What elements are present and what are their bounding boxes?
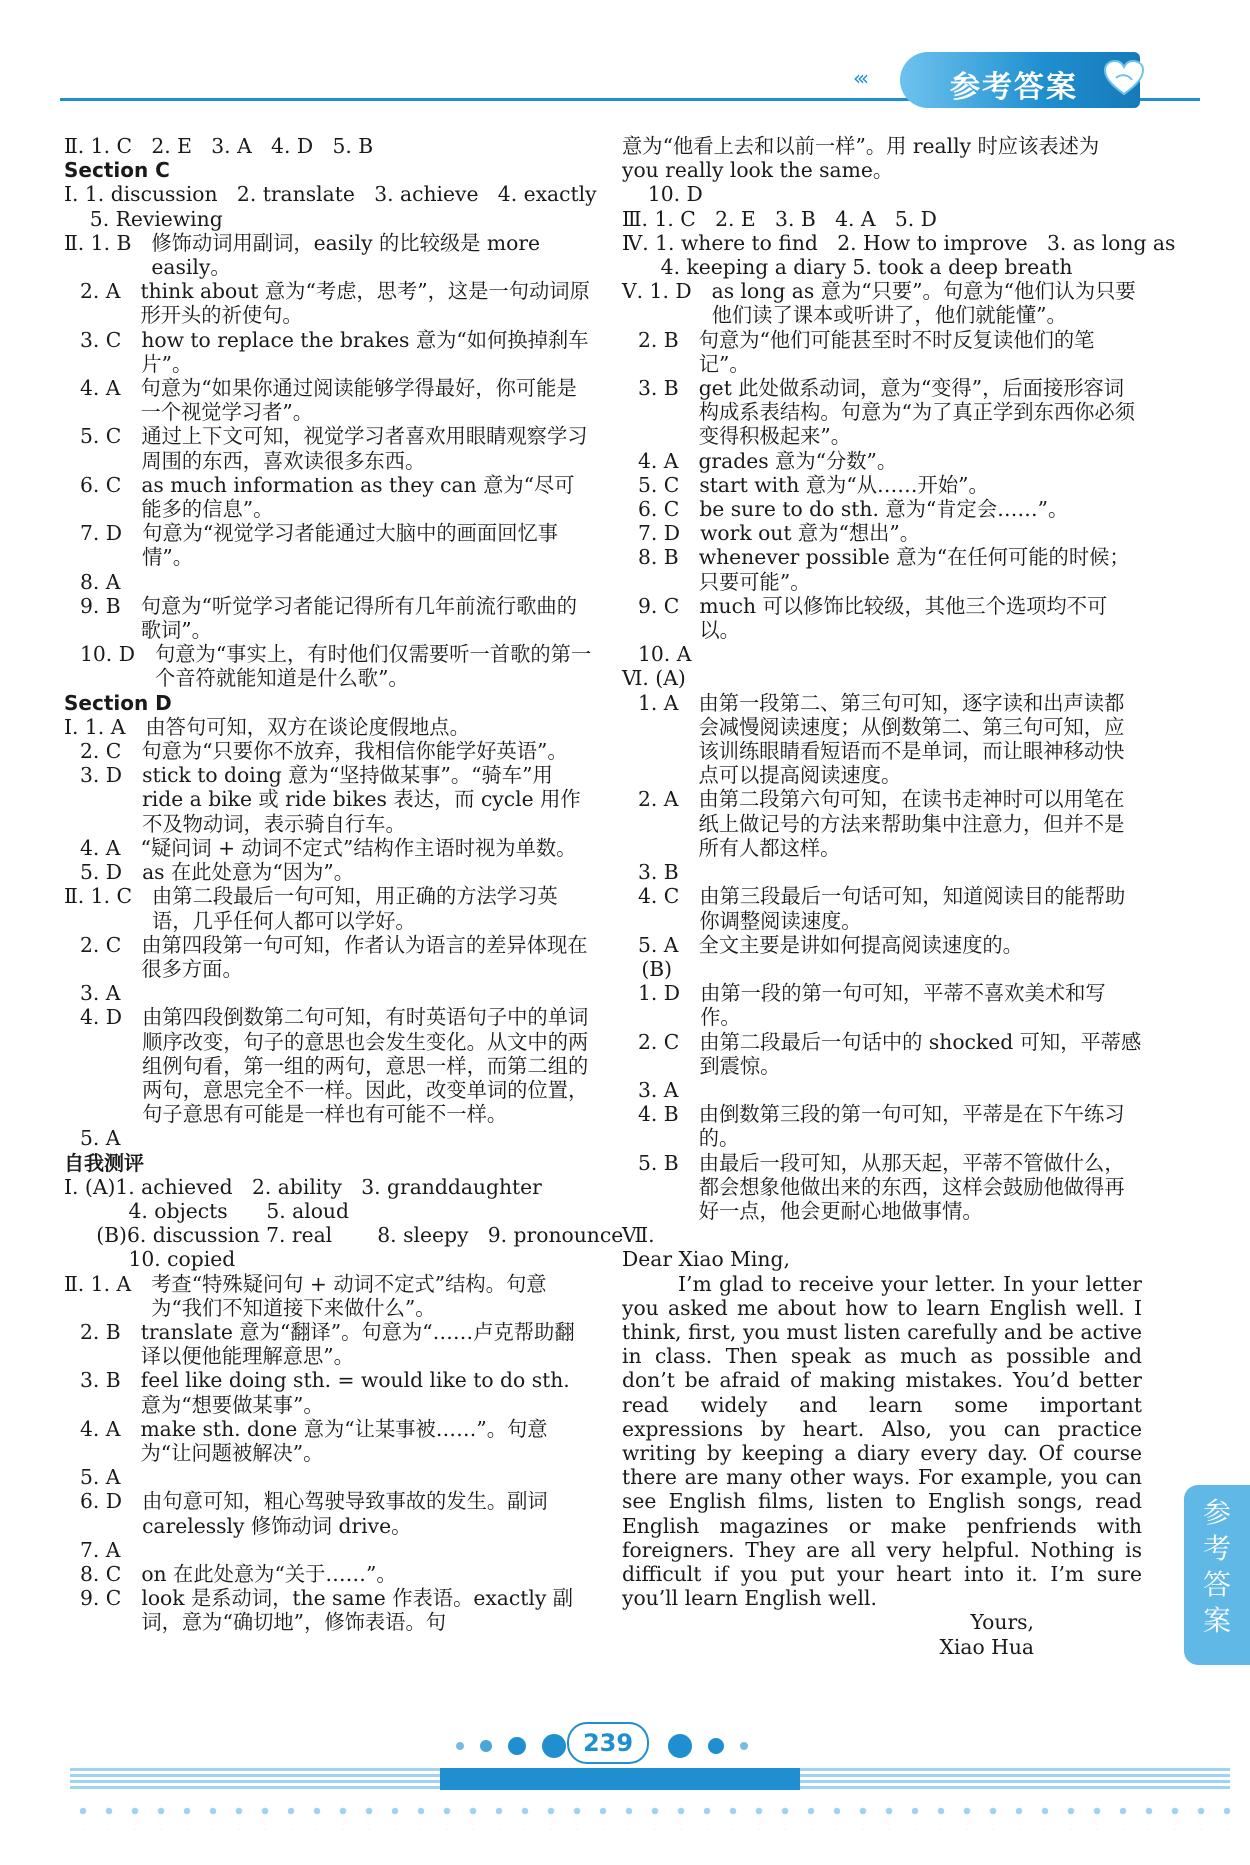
answer-item <box>64 1368 594 1416</box>
answer-item <box>622 279 1142 327</box>
side-tab-char: 案 <box>1202 1604 1231 1637</box>
answer-number: 5. A <box>80 1126 121 1151</box>
answer-number: 5. D <box>80 860 123 885</box>
answer-explanation: translate 意为“翻译”。句意为“……卢克帮助翻译以便他能理解意思”。 <box>140 1319 575 1369</box>
answer-explanation <box>120 1538 594 1562</box>
answer-item <box>622 1102 1142 1150</box>
answer-explanation: as 在此处意为“因为”。 <box>142 860 354 885</box>
answer-number: 1. D <box>638 981 681 1006</box>
answer-number: 4. D <box>80 1005 123 1030</box>
footer-band-accent <box>440 1768 800 1790</box>
answer-number: 2. A <box>638 787 679 812</box>
answer-number: 3. C <box>80 327 122 352</box>
answer-number: 2. B <box>638 327 679 352</box>
answer-explanation: much 可以修饰比较级，其他三个选项均不可以。 <box>699 593 1108 643</box>
answer-item <box>622 449 1142 473</box>
answer-item <box>64 884 594 932</box>
answer-explanation: 句意为“他们可能甚至时不时反复读他们的笔记”。 <box>698 327 1095 376</box>
answer-number: 2. C <box>80 739 122 764</box>
answer-item <box>64 1562 594 1586</box>
answer-explanation: 由第二段最后一句可知，用正确的方法学习英语，几乎任何人都可以学好。 <box>152 884 558 933</box>
answer-line: Ⅰ. 1. discussion 2. translate 3. achieve 4. exactly <box>64 182 597 207</box>
answer-item <box>622 787 1142 860</box>
answer-item <box>64 836 594 860</box>
answer-explanation <box>120 981 594 1005</box>
answer-number: 8. B <box>638 545 679 570</box>
answer-number: 7. D <box>638 521 681 546</box>
answer-number: 8. C <box>80 1561 122 1586</box>
answer-line: Ⅶ. <box>622 1223 655 1248</box>
answer-explanation: feel like doing sth. = would like to do sth. 意为“想要做某事”。 <box>140 1368 570 1417</box>
answer-line: 10. copied <box>64 1247 236 1272</box>
letter-signoff: Xiao Hua <box>939 1634 1034 1659</box>
answer-number: 2. B <box>80 1319 121 1344</box>
answer-explanation: 由第一段的第一句可知，平蒂不喜欢美术和写作。 <box>700 981 1106 1030</box>
answer-number: Ⅱ. 1. A <box>64 1271 132 1296</box>
answer-explanation: 全文主要是讲如何提高阅读速度的。 <box>698 932 1023 957</box>
answer-explanation: 由倒数第三段的第一句可知，平蒂是在下午练习的。 <box>698 1102 1125 1151</box>
answer-explanation: 由答句可知，双方在谈论度假地点。 <box>145 714 470 739</box>
side-tab <box>1184 1485 1250 1665</box>
section-heading: Section C <box>64 158 170 183</box>
answer-item <box>64 1272 594 1320</box>
answer-explanation: whenever possible 意为“在任何可能的时候；只要可能”。 <box>698 545 1130 594</box>
section-heading: Section D <box>64 690 172 715</box>
answer-explanation: 句意为“事实上，有时他们仅需要听一首歌的第一个音符就能知道是什么歌”。 <box>154 642 592 691</box>
answer-item <box>622 1078 1142 1102</box>
answer-number: Ⅱ. 1. C <box>64 884 132 909</box>
answer-explanation <box>120 1126 594 1150</box>
answer-item <box>64 1005 594 1126</box>
answer-explanation: 通过上下文可知，视觉学习者喜欢用眼睛观察学习周围的东西，喜欢读很多东西。 <box>141 424 588 473</box>
answer-explanation: work out 意为“想出”。 <box>700 521 921 546</box>
footer-dots-right <box>660 1734 756 1758</box>
answer-explanation: as long as 意为“只要”。句意为“他们认为只要他们读了课本或听讲了，他们就能懂”。 <box>711 279 1136 328</box>
answer-item <box>622 545 1142 593</box>
answer-explanation: 由第一段第二、第三句可知，逐字读和出声读都会减慢阅读速度；从倒数第二、第三句可知，应该训练眼睛看短语而不是单词，而让眼神移动快点可以提高阅读速度。 <box>698 690 1125 788</box>
answer-item <box>64 279 594 327</box>
answer-explanation: look 是系动词，the same 作表语。exactly 副词，意为“确切地”，修饰表语。句 <box>141 1586 574 1635</box>
letter-body: I’m glad to receive your letter. In your letter you asked me about how to learn English well. I think, first, you must listen carefully and be active in class. Then speak as much as possible and don’t be afraid of making mistakes. You’d better read widely and learn some important expressions by heart. Also, you can practice writing by keeping a diary every day. Of course there are many other ways. For example, you can see English films, listen to English songs, read English magazines or make penfriends with foreigners. They are all very helpful. Nothing is difficult if you put your heart into it. I’m sure you’ll learn English well. <box>622 1271 1142 1611</box>
answer-number: 5. B <box>638 1150 679 1175</box>
answer-explanation: think about 意为“考虑，思考”，这是一句动词原形开头的祈使句。 <box>140 279 590 328</box>
answer-number: 5. A <box>638 932 679 957</box>
answer-item <box>64 1320 594 1368</box>
answer-line: Ⅰ. (A)1. achieved 2. ability 3. granddaughter <box>64 1174 542 1199</box>
answer-item <box>622 376 1142 449</box>
header-label: 参考答案 <box>950 70 1078 105</box>
answer-explanation: 句意为“如果你通过阅读能够学得最好，你可能是一个视觉学习者”。 <box>140 376 577 425</box>
header-arrows-icon: ‹‹‹ <box>853 66 865 90</box>
left-column <box>64 134 624 1635</box>
answer-item <box>64 376 594 424</box>
letter-greeting: Dear Xiao Ming, <box>622 1247 790 1272</box>
answer-number: 3. D <box>80 763 123 788</box>
answer-item <box>64 981 594 1005</box>
heart-icon <box>1104 60 1144 96</box>
letter-signoff: Yours, <box>970 1610 1034 1635</box>
side-tab-char: 答 <box>1202 1568 1231 1601</box>
answer-number: 3. B <box>638 376 679 401</box>
answer-number: 7. D <box>80 521 123 546</box>
answer-line: (B)6. discussion 7. real 8. sleepy 9. pronounce <box>64 1223 624 1248</box>
answer-number: 2. A <box>80 279 121 304</box>
side-tab-char: 考 <box>1202 1532 1231 1565</box>
answer-number: 2. C <box>80 932 122 957</box>
answer-number: 5. A <box>80 1465 121 1490</box>
answer-number: 5. C <box>638 472 680 497</box>
answer-explanation: as much information as they can 意为“尽可能多的信息”。 <box>141 472 575 522</box>
answer-item <box>64 763 594 836</box>
answer-explanation: 由第三段最后一句话可知，知道阅读目的能帮助你调整阅读速度。 <box>699 884 1126 933</box>
answer-explanation: 句意为“听觉学习者能记得所有几年前流行歌曲的歌词”。 <box>140 593 577 643</box>
answer-item <box>64 1126 594 1150</box>
answer-number: 3. B <box>638 860 679 885</box>
answer-number: 4. A <box>638 448 679 473</box>
answer-line: Ⅱ. 1. C 2. E 3. A 4. D 5. B <box>64 134 374 158</box>
answer-item <box>622 473 1142 497</box>
answer-number: 5. C <box>80 424 122 449</box>
answer-item <box>622 642 1142 666</box>
answer-item <box>622 497 1142 521</box>
footer-dot-pattern <box>70 1800 1230 1830</box>
answer-explanation: on 在此处意为“关于……”。 <box>141 1561 397 1586</box>
answer-item <box>622 594 1142 642</box>
answer-item <box>64 594 594 642</box>
side-tab-char: 参 <box>1202 1496 1231 1529</box>
answer-explanation: 由第四段倒数第二句可知，有时英语句子中的单词顺序改变，句子的意思也会发生变化。从文中的两组例句看，第一组的两句，意思一样，而第二组的两句，意思完全不一样。因此，改变单词的位置，句子意思有可能是一样也有可能不一样。 <box>142 1005 589 1127</box>
answer-item <box>64 715 594 739</box>
answer-explanation <box>679 860 1142 884</box>
answer-explanation: 由最后一段可知，从那天起，平蒂不管做什么，都会想象他做出来的东西，这样会鼓励他做得再好一点，他会更耐心地做事情。 <box>698 1150 1125 1223</box>
answer-number: 2. C <box>638 1029 680 1054</box>
answer-number: 10. A <box>638 642 692 667</box>
answer-explanation: 由第二段最后一句话中的 shocked 可知，平蒂感到震惊。 <box>699 1029 1142 1078</box>
answer-number: 3. A <box>638 1077 679 1102</box>
answer-explanation: make sth. done 意为“让某事被……”。句意为“让问题被解决”。 <box>140 1416 548 1465</box>
answer-item <box>64 328 594 376</box>
answer-item <box>64 231 594 279</box>
answer-item <box>64 739 594 763</box>
answer-explanation: 由句意可知，粗心驾驶导致事故的发生。副词 carelessly 修饰动词 drive。 <box>142 1489 548 1538</box>
answer-item <box>622 981 1142 1029</box>
answer-item <box>64 933 594 981</box>
answer-item <box>622 860 1142 884</box>
answer-number: 7. A <box>80 1537 121 1562</box>
answer-explanation: how to replace the brakes 意为“如何换掉刹车片”。 <box>141 327 589 376</box>
answer-explanation: get 此处做系动词，意为“变得”，后面接形容词构成系表结构。句意为“为了真正学到东西你必须变得积极起来”。 <box>698 376 1135 449</box>
answer-line: 4. keeping a diary 5. took a deep breath <box>622 255 1073 280</box>
answer-number: 4. C <box>638 884 680 909</box>
answer-line: Ⅳ. 1. where to find 2. How to improve 3. as long as <box>622 230 1176 255</box>
answer-number: 6. D <box>80 1489 123 1514</box>
answer-line: 5. Reviewing <box>64 206 223 231</box>
right-column <box>622 134 1176 1659</box>
answer-item <box>64 1465 594 1489</box>
answer-explanation: stick to doing 意为“坚持做某事”。“骑车”用 ride a bike 或 ride bikes 表达，而 cycle 用作不及物动词，表示骑自行车。 <box>142 763 581 836</box>
answer-item <box>64 1417 594 1465</box>
answer-explanation: 句意为“视觉学习者能通过大脑中的画面回忆事情”。 <box>142 521 559 570</box>
answer-explanation: 修饰动词用副词，easily 的比较级是 more easily。 <box>151 230 541 280</box>
answer-item <box>622 1030 1142 1078</box>
answer-line: Ⅲ. 1. C 2. E 3. B 4. A 5. D <box>622 206 937 231</box>
answer-number: 6. C <box>80 472 122 497</box>
answer-item <box>622 328 1142 376</box>
answer-item <box>622 884 1142 932</box>
answer-number: 6. C <box>638 497 680 522</box>
answer-item <box>622 1151 1142 1224</box>
answer-explanation: 考查“特殊疑问句 + 动词不定式”结构。句意为“我们不知道接下来做什么”。 <box>151 1271 547 1320</box>
answer-item <box>622 521 1142 545</box>
answer-item <box>64 1586 594 1634</box>
answer-number: Ⅰ. 1. A <box>64 714 126 739</box>
answer-item <box>64 521 594 569</box>
answer-explanation: be sure to do sth. 意为“肯定会……”。 <box>699 497 1069 522</box>
answer-explanation <box>678 1078 1142 1102</box>
answer-item <box>64 860 594 884</box>
answer-number: Ⅴ. 1. D <box>622 279 692 304</box>
answer-explanation <box>691 642 1142 666</box>
answer-number: 9. C <box>638 593 680 618</box>
answer-line: 10. D <box>622 182 703 207</box>
answer-number: 4. A <box>80 835 121 860</box>
answer-item <box>64 642 594 690</box>
answer-item <box>622 933 1142 957</box>
answer-number: 3. B <box>80 1368 121 1393</box>
answer-explanation <box>120 1465 594 1489</box>
answer-item <box>64 1538 594 1562</box>
answer-number: 4. B <box>638 1102 679 1127</box>
answer-item <box>64 473 594 521</box>
answer-number: 4. A <box>80 1416 121 1441</box>
answer-line: (B) <box>622 956 673 981</box>
answer-explanation: 句意为“只要你不放弃，我相信你能学好英语”。 <box>141 739 568 764</box>
answer-explanation: grades 意为“分数”。 <box>698 448 898 473</box>
answer-continuation: 意为“他看上去和以前一样”。用 really 时应该表述为 you really look the same。 <box>622 134 1100 183</box>
answer-explanation: start with 意为“从……开始”。 <box>699 472 989 497</box>
answer-number: 9. C <box>80 1586 122 1611</box>
answer-item <box>64 424 594 472</box>
page-number: 239 <box>567 1722 649 1764</box>
answer-number: 10. D <box>80 642 135 667</box>
answer-line: Ⅵ. (A) <box>622 666 686 691</box>
footer-dots-left <box>448 1734 574 1758</box>
answer-explanation: 由第四段第一句可知，作者认为语言的差异体现在很多方面。 <box>141 932 588 981</box>
section-heading: 自我测评 <box>64 1150 144 1175</box>
answer-item <box>64 1489 594 1537</box>
answer-item <box>64 570 594 594</box>
answer-number: Ⅱ. 1. B <box>64 230 132 255</box>
answer-explanation <box>120 570 594 594</box>
answer-number: 4. A <box>80 376 121 401</box>
answer-explanation: “疑问词 + 动词不定式”结构作主语时视为单数。 <box>140 835 577 860</box>
answer-number: 1. A <box>638 690 679 715</box>
answer-line: 4. objects 5. aloud <box>64 1198 349 1223</box>
answer-explanation: 由第二段第六句可知，在读书走神时可以用笔在纸上做记号的方法来帮助集中注意力，但并不是所有人都这样。 <box>698 787 1125 860</box>
answer-number: 9. B <box>80 593 121 618</box>
answer-number: 3. A <box>80 981 121 1006</box>
answer-item <box>622 691 1142 788</box>
answer-number: 8. A <box>80 569 121 594</box>
